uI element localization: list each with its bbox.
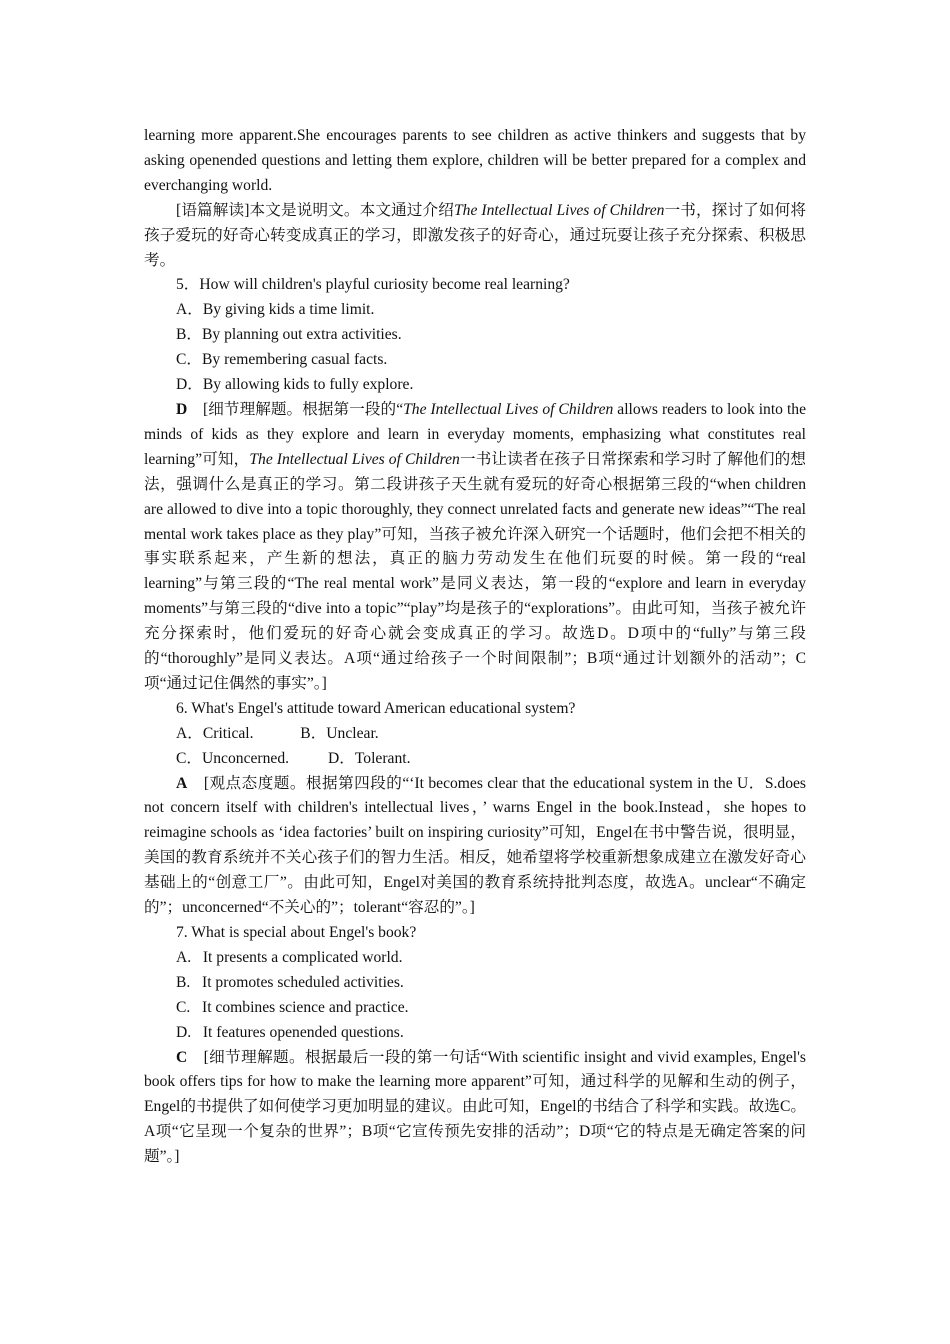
q7-exp-text: [细节理解题。根据最后一段的第一句话“With scientific insight and vivid examples, Engel's book offers tips for how to make the learning more apparent”可知，通过科学的见解和生动的例子，Engel的书提供了如何使学习更加明显的建议。由此可知，Engel的书结合了科学和实践。故选C。A项“它呈现一个复杂的世界”；B项“它宣传预先安排的活动”；D项“它的特点是无确定答案的问题”。] [144,1048,806,1166]
q5-option-a: A．By giving kids a time limit. [176,301,375,319]
question-7: 7. What is special about Engel's book? [176,924,417,941]
question-5: 5．How will children's playful curiosity become real learning? [176,276,570,294]
q7-option-a: A. It presents a complicated world. [176,948,403,966]
q7-answer: C [176,1048,188,1066]
q5-explanation [144,398,806,697]
book-title: The Intellectual Lives of Children [454,201,665,219]
q5-answer: D [176,400,188,418]
q5-book-title-1: The Intellectual Lives of Children [403,400,614,418]
q5-exp-part-1: [细节理解题。根据第一段的“ [187,400,404,418]
q5-book-title-2: The Intellectual Lives of Children [249,450,460,468]
intro-paragraph: learning more apparent.She encourages parents to see children as active thinkers and suggests that by asking openended questions and letting them explore, children will be better prepared for a complex and everchanging world. [144,127,806,194]
reading-analysis [144,199,806,274]
reading-analysis-tag: [语篇解读] [176,201,250,219]
q6-exp-text: [观点态度题。根据第四段的“‘It becomes clear that the educational system in the U．S.does not concern itself with children's intellectual lives，’ warns Engel in the book.Instead，she hopes to reimagine schools as ‘idea factories’ built on inspiring curiosity”可知，Engel在书中警告说，很明显，美国的教育系统并不关心孩子们的智力生活。相反，她希望将学校重新想象成建立在激发好奇心基础上的“创意工厂”。由此可知，Engel对美国的教育系统持批判态度，故选A。unclear“不确定的”；unconcerned“不关心的”；tolerant“容忍的”。] [144,774,806,917]
q5-exp-part-2: allows readers to look into the minds of kids as they explore and learn in everyday moments, emphasizing what constitutes real learning”可知， [144,400,806,468]
q7-option-b: B. It promotes scheduled activities. [176,973,404,991]
q5-exp-part-3: 一书让读者在孩子日常探索和学习时了解他们的想法，强调什么是真正的学习。第二段讲孩子天生就有爱玩的好奇心根据第三段的“when children are allowed to dive into a topic thoroughly, they connect unrelated facts and generate new ideas”“The real mental work takes place as they play”可知，当孩子被允许深入研究一个话题时，他们会把不相关的事实联系起来，产生新的想法，真正的脑力劳动发生在他们玩耍的时候。第一段的“real learning”与第三段的“The real mental work”是同义表达，第一段的“explore and learn in everyday moments”与第三段的“dive into a topic”“play”均是孩子的“explorations”。由此可知，当孩子被允许充分探索时，他们爱玩的好奇心就会变成真正的学习。故选D。D项中的“fully”与第三段的“thoroughly”是同义表达。A项“通过给孩子一个时间限制”；B项“通过计划额外的活动”；C项“通过记住偶然的事实”。] [144,450,806,692]
q6-options-row-1: A．Critical. B．Unclear. [176,724,379,742]
q5-option-b: B．By planning out extra activities. [176,326,402,344]
q5-option-d: D．By allowing kids to fully explore. [176,376,414,394]
question-6: 6. What's Engel's attitude toward American educational system? [176,699,576,717]
q6-answer: A [176,774,188,792]
q7-explanation [144,1046,806,1171]
q6-options-row-2: C．Unconcerned. D．Tolerant. [176,749,411,767]
q6-explanation [144,772,806,921]
q5-option-c: C．By remembering casual facts. [176,351,388,369]
q7-option-d: D. It features openended questions. [176,1023,404,1041]
q7-option-c: C. It combines science and practice. [176,998,409,1016]
reading-analysis-text-before: 本文是说明文。本文通过介绍 [249,201,454,219]
document-page [144,124,806,1170]
reading-analysis-text-after: 一书，探讨了如何将孩子爱玩的好奇心转变成真正的学习，即激发孩子的好奇心，通过玩耍让孩子充分探索、积极思考。 [144,201,806,269]
